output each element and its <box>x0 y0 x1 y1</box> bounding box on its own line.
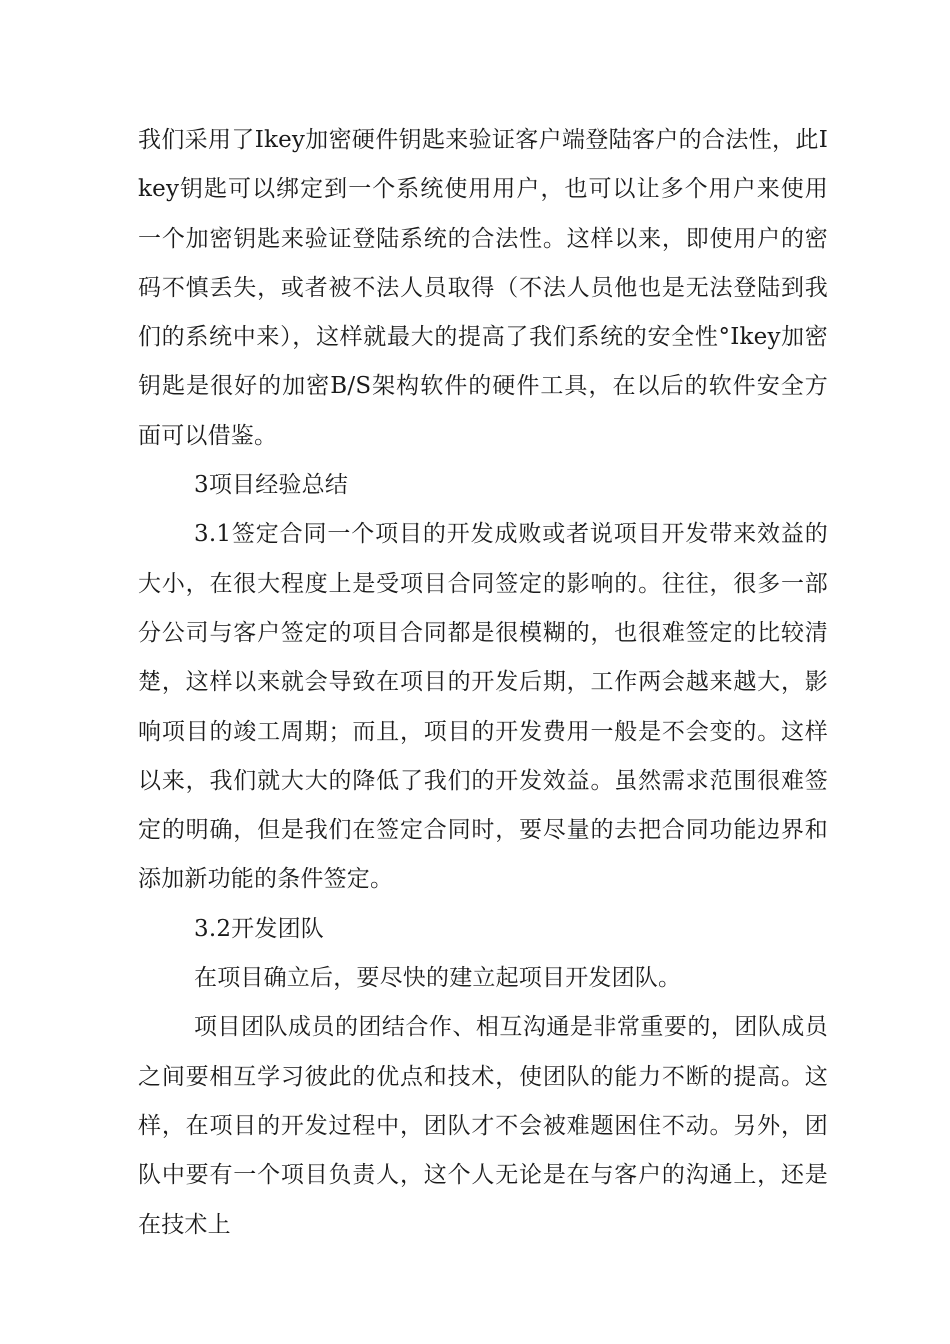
section-3-1-paragraph: 3.1签定合同一个项目的开发成败或者说项目开发带来效益的大小，在很大程度上是受项目合同签定的影响的。往往，很多一部分公司与客户签定的项目合同都是很模糊的，也很难签定的比较清楚，这样以来就会导致在项目的开发后期，工作两会越来越大，影响项目的竣工周期；而且，项目的开发费用一般是不会变的。这样以来，我们就大大的降低了我们的开发效益。虽然需求范围很难签定的明确，但是我们在签定合同时，要尽量的去把合同功能边界和添加新功能的条件签定。 <box>138 521 828 893</box>
section-3-heading: 3项目经验总结 <box>194 472 349 499</box>
section-3-2-heading: 3.2开发团队 <box>194 915 324 942</box>
team-setup-paragraph: 在项目确立后，要尽快的建立起项目开发团队。 <box>194 965 682 992</box>
document-body <box>138 116 828 1250</box>
ikey-paragraph: 我们采用了Ikey加密硬件钥匙来验证客户端登陆客户的合法性，此Ikey钥匙可以绑定到一个系统使用用户，也可以让多个用户来使用一个加密钥匙来验证登陆系统的合法性。这样以来，即使用户的密码不慎丢失，或者被不法人员取得（不法人员他也是无法登陆到我们的系统中来），这样就最大的提高了我们系统的安全性°Ikey加密钥匙是很好的加密B/S架构软件的硬件工具，在以后的软件安全方面可以借鉴。 <box>138 127 828 449</box>
team-cooperation-paragraph: 项目团队成员的团结合作、相互沟通是非常重要的，团队成员之间要相互学习彼此的优点和技术，使团队的能力不断的提高。这样，在项目的开发过程中，团队才不会被难题困住不动。另外，团队中要有一个项目负责人，这个人无论是在与客户的沟通上，还是在技术上 <box>138 1014 828 1238</box>
